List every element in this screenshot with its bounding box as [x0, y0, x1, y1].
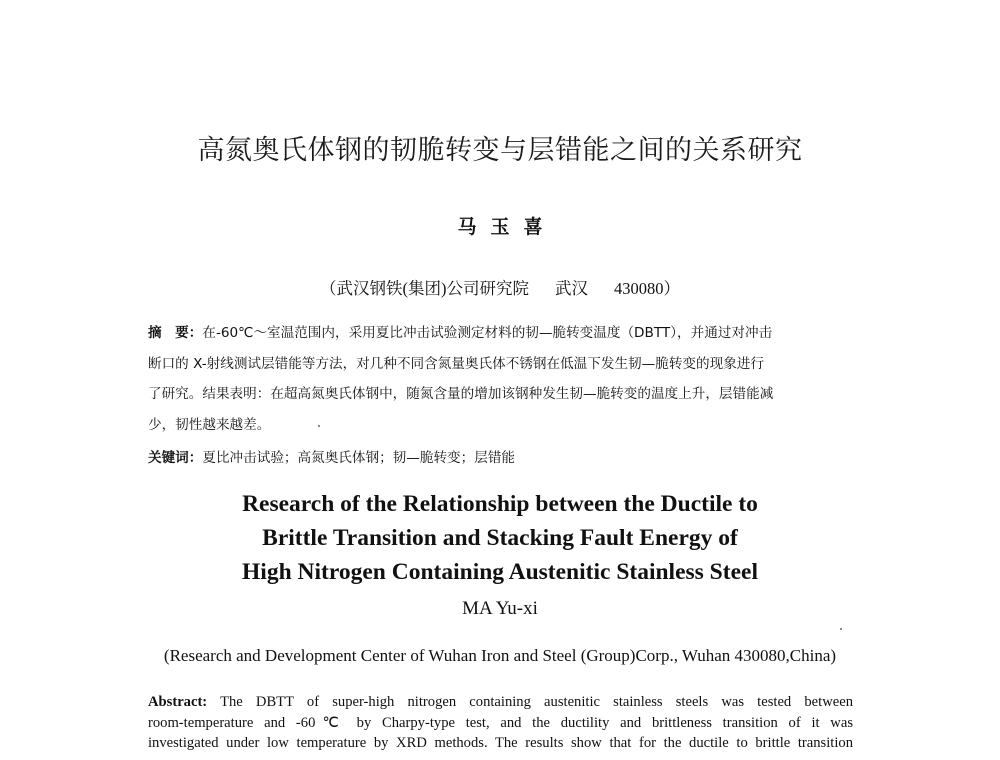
abstract-line: investigated under low temperature by XRD methods. The results show that for the ductile to brittle transition [148, 735, 853, 751]
title-line: Research of the Relationship between the Ductile to [242, 491, 758, 517]
chinese-author: 马玉喜 [457, 216, 557, 238]
scan-speck [840, 628, 842, 630]
english-affiliation: (Research and Development Center of Wuhan Iron and Steel (Group)Corp., Wuhan 430080,China) [163, 646, 837, 665]
english-abstract [148, 692, 853, 754]
chinese-affiliation [0, 275, 1000, 299]
scan-speck [318, 425, 320, 427]
abstract-label: 摘 要： [148, 325, 203, 341]
abstract-line: 摘 要：在-60℃～室温范围内，采用夏比冲击试验测定材料的韧—脆转变温度（DBTT），并通过对冲击 [148, 325, 773, 341]
abstract-label: Abstract: [148, 694, 208, 710]
keywords-label: 关键词： [148, 450, 203, 466]
abstract-line: 断口的 X-射线测试层错能等方法，对几种不同含氮量奥氏体不锈钢在低温下发生韧—脆转变的现象进行 [148, 355, 764, 372]
chinese-abstract [148, 318, 860, 440]
abstract-line: Abstract: The DBTT of super-high nitrogen containing austenitic stainless steels was tested between [148, 694, 853, 710]
affiliation-institute: （武汉钢铁(集团)公司研究院 [320, 279, 529, 298]
abstract-line: 了研究。结果表明：在超高氮奥氏体钢中，随氮含量的增加该钢种发生韧—脆转变的温度上升，层错能减 [148, 386, 774, 402]
english-author: MA Yu-xi [462, 598, 538, 619]
affiliation-postcode: 430080） [614, 279, 680, 298]
abstract-line: room-temperature and -60℃ by Charpy-type test, and the ductility and brittleness transition of it was [148, 714, 853, 731]
title-line: Brittle Transition and Stacking Fault Energy of [262, 525, 738, 551]
title-line: High Nitrogen Containing Austenitic Stainless Steel [242, 559, 758, 585]
abstract-line: 少，韧性越来越差。 [148, 416, 271, 433]
keywords-text: 夏比冲击试验；高氮奥氏体钢；韧—脆转变；层错能 [202, 450, 516, 466]
chinese-keywords [148, 446, 515, 466]
chinese-title: 高氮奥氏体钢的韧脆转变与层错能之间的关系研究 [197, 135, 803, 166]
english-title [0, 487, 1000, 589]
affiliation-city: 武汉 [555, 279, 588, 298]
